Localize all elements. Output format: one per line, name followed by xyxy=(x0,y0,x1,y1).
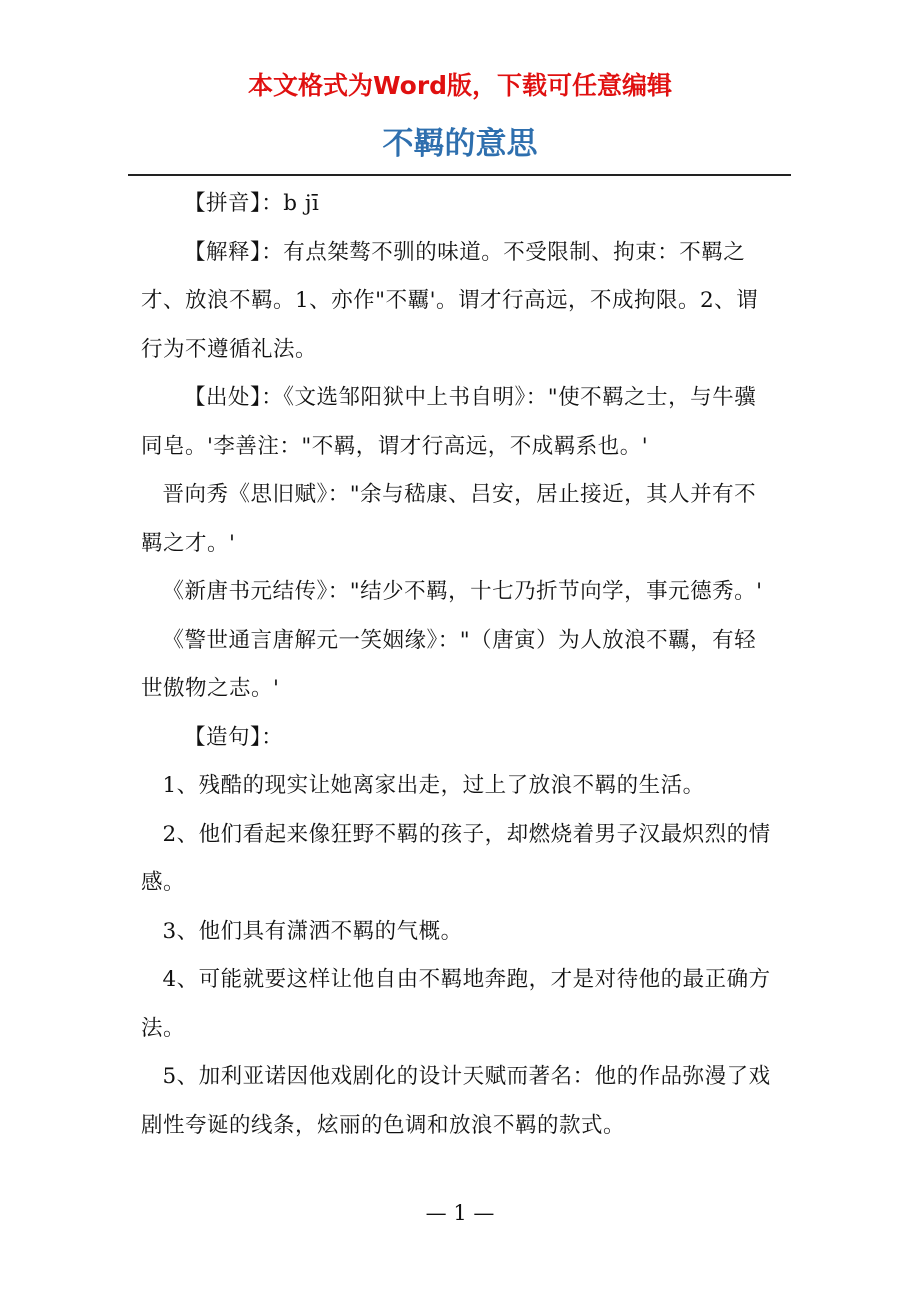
example-sentence: 3、他们具有潇洒不羁的气概。 xyxy=(162,918,463,944)
pinyin-paragraph: 【拼音】：b jī xyxy=(184,191,320,216)
source-quote-paragraph: 《新唐书元结传》："结少不羁，十七乃折节向学，事元德秀。' xyxy=(162,579,763,604)
source-quote-paragraph: 晋向秀《思旧赋》："余与嵇康、吕安，居止接近，其人并有不羁之才。' xyxy=(141,482,757,556)
page-title: 不羁的意思 xyxy=(382,126,538,162)
example-sentence: 5、加利亚诺因他戏剧化的设计天赋而著名：他的作品弥漫了戏剧性夸诞的线条，炫丽的色调和放浪不羁的款式。 xyxy=(141,1064,771,1138)
example-sentence: 2、他们看起来像狂野不羁的孩子，却燃烧着男子汉最炽烈的情感。 xyxy=(141,821,771,895)
format-notice-banner: 本文格式为Word版，下载可任意编辑 xyxy=(247,71,673,100)
title-divider xyxy=(128,174,791,176)
source-paragraph: 【出处】：《文选邹阳狱中上书自明》："使不羁之士，与牛骥同皂。'李善注："不羁，谓才行高远，不成羁系也。' xyxy=(141,385,757,459)
definition-paragraph: 【解释】：有点桀骜不驯的味道。不受限制、拘束：不羁之才、放浪不羁。1、亦作"不覊'。谓才行高远，不成拘限。2、谓行为不遵循礼法。 xyxy=(141,239,759,362)
example-heading: 【造句】： xyxy=(184,724,284,750)
example-sentence: 1、残酷的现实让她离家出走，过上了放浪不羁的生活。 xyxy=(162,773,705,798)
example-sentence: 4、可能就要这样让他自由不羁地奔跑，才是对待他的最正确方法。 xyxy=(141,967,771,1041)
source-quote-paragraph: 《警世通言唐解元一笑姻缘》："（唐寅）为人放浪不覊，有轻世傲物之志。' xyxy=(141,627,757,701)
document-body xyxy=(141,180,771,1150)
page-number: — 1 — xyxy=(425,1201,495,1225)
